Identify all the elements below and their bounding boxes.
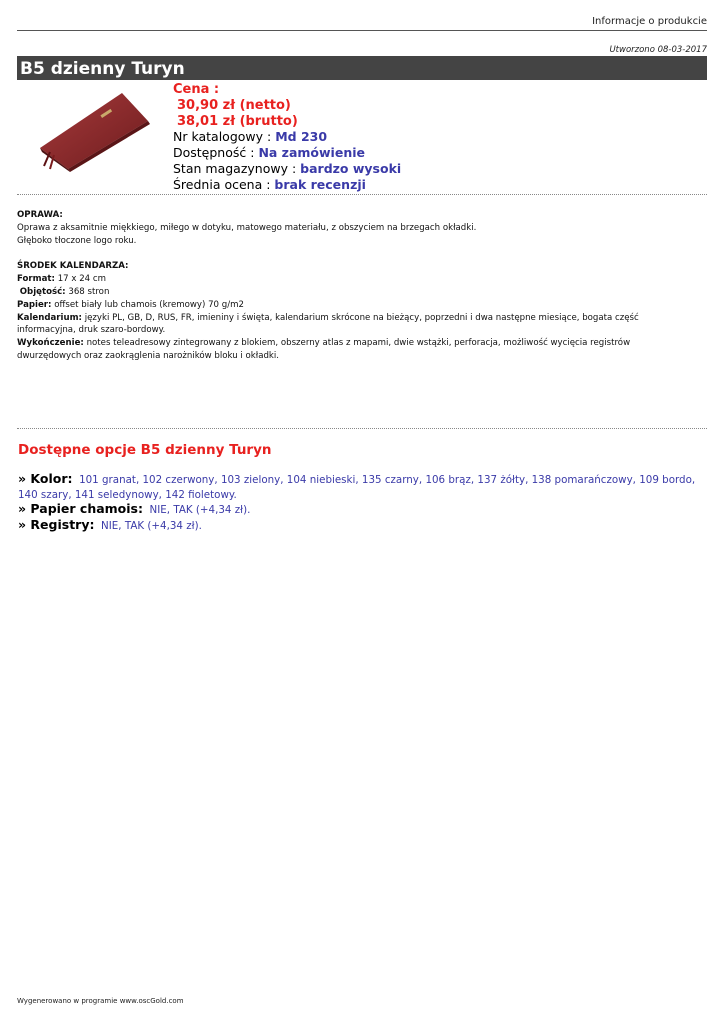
format-value: 17 x 24 cm [57,274,106,285]
kalendarium-label: Kalendarium: [17,312,82,323]
price-label: Cena : [173,82,220,97]
stock-row [173,161,401,177]
papier-label: Papier: [17,299,52,310]
product-description [17,209,697,363]
price-net: 30,90 zł (netto) [177,97,291,113]
option-row [18,502,708,518]
planner-book-image [28,90,160,178]
option-values: NIE, TAK (+4,34 zł). [101,519,202,532]
stock-value: bardzo wysoki [300,160,402,176]
option-row [18,518,708,534]
option-row [18,472,708,502]
oprawa-heading: OPRAWA: [17,210,63,220]
divider [17,194,707,195]
footer-text: Wygenerowano w programie www.oscGold.com [17,997,184,1005]
option-values: 101 granat, 102 czerwony, 103 zielony, 104 niebieski, 135 czarny, 106 brąz, 137 żółty, 138 pomarańczowy, 109 bordo, 140 szary, 141 seledynowy, 142 fioletowy. [18,474,696,501]
option-label: » Papier chamois: [18,501,143,516]
availability-row [173,145,401,161]
catalog-label: Nr katalogowy : [173,129,272,145]
stock-label: Stan magazynowy : [173,160,297,176]
options-title: Dostępne opcje B5 dzienny Turyn [18,442,272,458]
option-label: » Kolor: [18,471,73,486]
catalog-value: Md 230 [275,129,328,145]
page-header-bar [17,16,707,31]
option-values: NIE, TAK (+4,34 zł). [149,504,251,516]
option-label: » Registry: [18,516,95,532]
price-gross: 38,01 zł (brutto) [177,113,298,129]
objetosc-label: Objętość: [19,286,66,297]
oprawa-line1: Oprawa z aksamitnie miękkiego, miłego w dotyku, matowego materiału, z obszyciem na brzegach okładki. [17,222,477,233]
papier-value: offset biały lub chamois (kremowy) 70 g/m2 [54,299,244,310]
format-label: Format: [17,274,55,285]
rating-label: Średnia ocena : [173,176,271,192]
product-info [173,82,401,193]
options-list [18,472,708,533]
catalog-row [173,129,401,145]
divider [17,428,707,429]
srodek-heading: ŚRODEK KALENDARZA: [17,261,129,272]
availability-label: Dostępność : [173,145,255,161]
product-title: B5 dzienny Turyn [20,59,185,79]
rating-row [173,177,401,193]
product-title-bar [17,56,707,80]
page-header-title: Informacje o produkcie [592,16,707,27]
rating-value: brak recenzji [274,176,366,192]
availability-value: Na zamówienie [258,145,365,161]
kalendarium-value: języki PL, GB, D, RUS, FR, imieniny i święta, kalendarium skrócone na bieżący, poprzedni i dwa następne miesiące, bogata część informacyjna, druk szaro-bordowy. [17,312,639,336]
objetosc-value: 368 stron [68,286,110,297]
oprawa-line2: Głęboko tłoczone logo roku. [17,235,137,246]
wykonczenie-value: notes teleadresowy zintegrowany z blokiem, obszerny atlas z mapami, dwie wstążki, perforacja, możliwość wycięcia registrów dwurzędowych oraz zaokrąglenia narożników bloku i okładki. [17,338,631,361]
wykonczenie-label: Wykończenie: [17,338,84,349]
created-date: Utworzono 08-03-2017 [609,45,707,55]
